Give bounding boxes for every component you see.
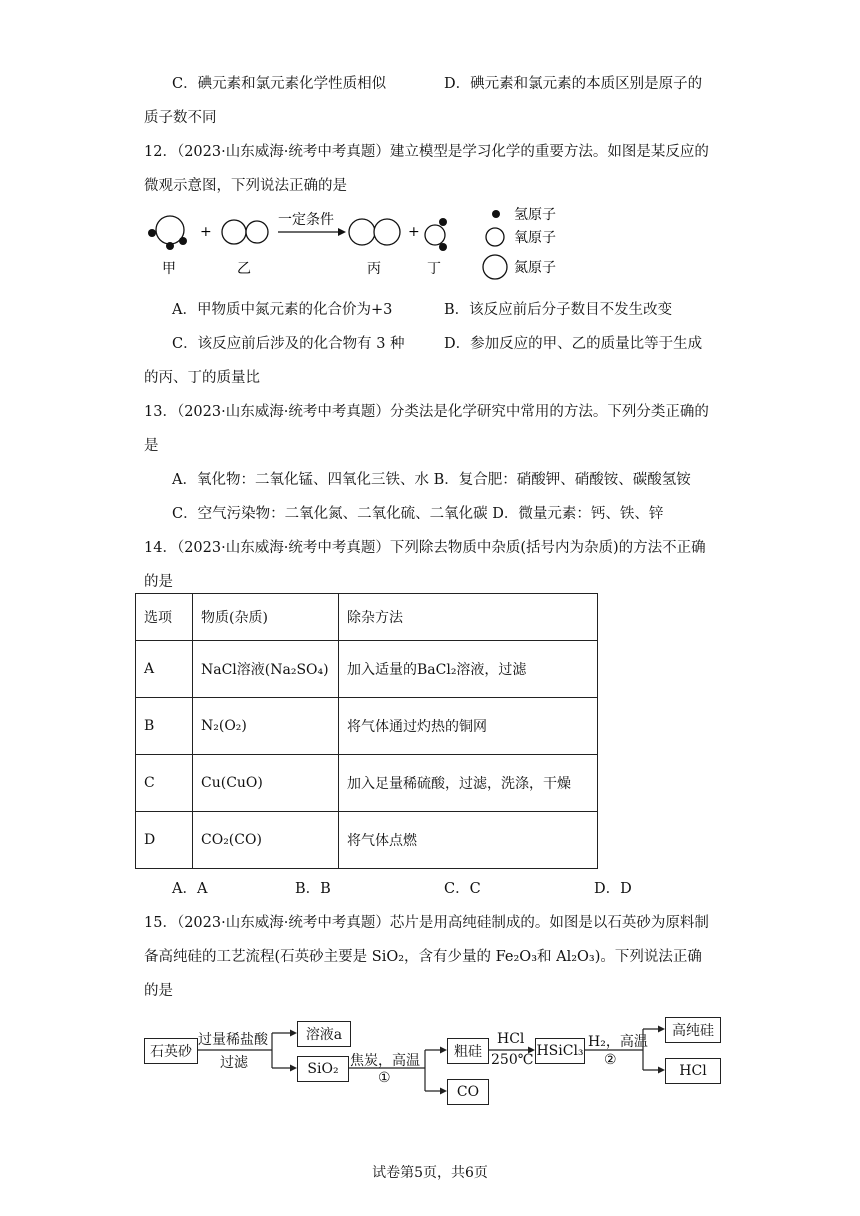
plus-2: +: [408, 224, 420, 240]
q12-option-b: B．该反应前后分子数目不发生改变: [444, 302, 673, 318]
step2-mark: ①: [378, 1070, 391, 1086]
row-c-substance: Cu(CuO): [193, 755, 339, 812]
box-hcl: HCl: [665, 1058, 721, 1084]
box-solution-a: 溶液a: [297, 1021, 351, 1047]
legend-n: 氮原子: [514, 260, 556, 276]
step1-operation: 过滤: [220, 1055, 248, 1071]
q13-stem-line1: 13．（2023·山东威海·统考中考真题）分类法是化学研究中常用的方法。下列分类正确的: [144, 404, 709, 420]
label-yi: 乙: [237, 261, 251, 277]
q12-stem-line1: 12．（2023·山东威海·统考中考真题）建立模型是学习化学的重要方法。如图是某反应的: [144, 144, 709, 160]
row-c-method: 加入足量稀硫酸，过滤，洗涤，干燥: [339, 755, 598, 812]
row-a-substance: NaCl溶液(Na₂SO₄): [193, 641, 339, 698]
step2-condition: 焦炭，高温: [350, 1053, 420, 1069]
q13-options-ab: A．氧化物：二氧化锰、四氧化三铁、水 B．复合肥：硝酸钾、硝酸铵、碳酸氢铵: [172, 472, 691, 488]
row-b-method: 将气体通过灼热的铜网: [339, 698, 598, 755]
q14-option-d: D．D: [594, 881, 632, 897]
legend-h: 氢原子: [514, 207, 556, 223]
row-d-option: D: [136, 812, 193, 869]
q12-option-d-line2: 的丙、丁的质量比: [144, 370, 260, 386]
row-d-method: 将气体点燃: [339, 812, 598, 869]
label-bing: 丙: [367, 261, 381, 277]
row-d-substance: CO₂(CO): [193, 812, 339, 869]
q15-stem-line1: 15．（2023·山东威海·统考中考真题）芯片是用高纯硅制成的。如图是以石英砂为原料制: [144, 915, 709, 931]
row-a-method: 加入适量的BaCl₂溶液，过滤: [339, 641, 598, 698]
box-co: CO: [447, 1079, 489, 1105]
step4-condition: H₂，高温: [588, 1034, 648, 1050]
step3-temperature: 250℃: [491, 1052, 534, 1068]
q14-option-b: B．B: [295, 881, 331, 897]
q15-stem-line3: 的是: [144, 983, 173, 999]
box-crude-silicon: 粗硅: [447, 1038, 489, 1064]
row-c-option: C: [136, 755, 193, 812]
header-option: 选项: [136, 594, 193, 641]
box-hsicl3: HSiCl₃: [535, 1038, 585, 1064]
step3-reagent: HCl: [497, 1031, 525, 1047]
q12-option-d-line1: D．参加反应的甲、乙的质量比等于生成: [444, 336, 703, 352]
q12-stem-line2: 微观示意图，下列说法正确的是: [144, 178, 347, 194]
q14-stem-line2: 的是: [144, 574, 173, 590]
label-jia: 甲: [162, 261, 176, 277]
q15-stem-line2: 备高纯硅的工艺流程(石英砂主要是 SiO₂，含有少量的 Fe₂O₃和 Al₂O₃)。下列说法正确: [144, 949, 702, 965]
label-ding: 丁: [427, 261, 441, 277]
q11-option-d-line1: D．碘元素和氯元素的本质区别是原子的: [444, 76, 703, 92]
step4-mark: ②: [604, 1052, 617, 1068]
row-a-option: A: [136, 641, 193, 698]
row-b-substance: N₂(O₂): [193, 698, 339, 755]
q13-options-cd: C．空气污染物：二氧化氮、二氧化硫、二氧化碳 D．微量元素：钙、铁、锌: [172, 506, 664, 522]
legend-o: 氧原子: [514, 230, 556, 246]
q11-option-d-line2: 质子数不同: [144, 110, 217, 126]
q14-option-c: C．C: [444, 881, 481, 897]
q12-option-c: C．该反应前后涉及的化合物有 3 种: [172, 336, 405, 352]
header-substance: 物质(杂质): [193, 594, 339, 641]
q13-stem-line2: 是: [144, 438, 159, 454]
q12-option-a: A．甲物质中氮元素的化合价为+3: [172, 302, 393, 318]
condition-label: 一定条件: [278, 212, 334, 228]
page-footer: 试卷第5页，共6页: [372, 1165, 488, 1181]
row-b-option: B: [136, 698, 193, 755]
q11-option-c: C．碘元素和氯元素化学性质相似: [172, 76, 387, 92]
box-pure-silicon: 高纯硅: [665, 1017, 721, 1043]
box-sio2: SiO₂: [297, 1056, 349, 1082]
box-quartz-sand: 石英砂: [144, 1038, 198, 1064]
header-method: 除杂方法: [339, 594, 598, 641]
step1-reagent: 过量稀盐酸: [198, 1032, 268, 1048]
plus-1: +: [200, 224, 212, 240]
q14-option-a: A．A: [172, 881, 208, 897]
q14-stem-line1: 14．（2023·山东威海·统考中考真题）下列除去物质中杂质(括号内为杂质)的方法不正确: [144, 540, 706, 556]
